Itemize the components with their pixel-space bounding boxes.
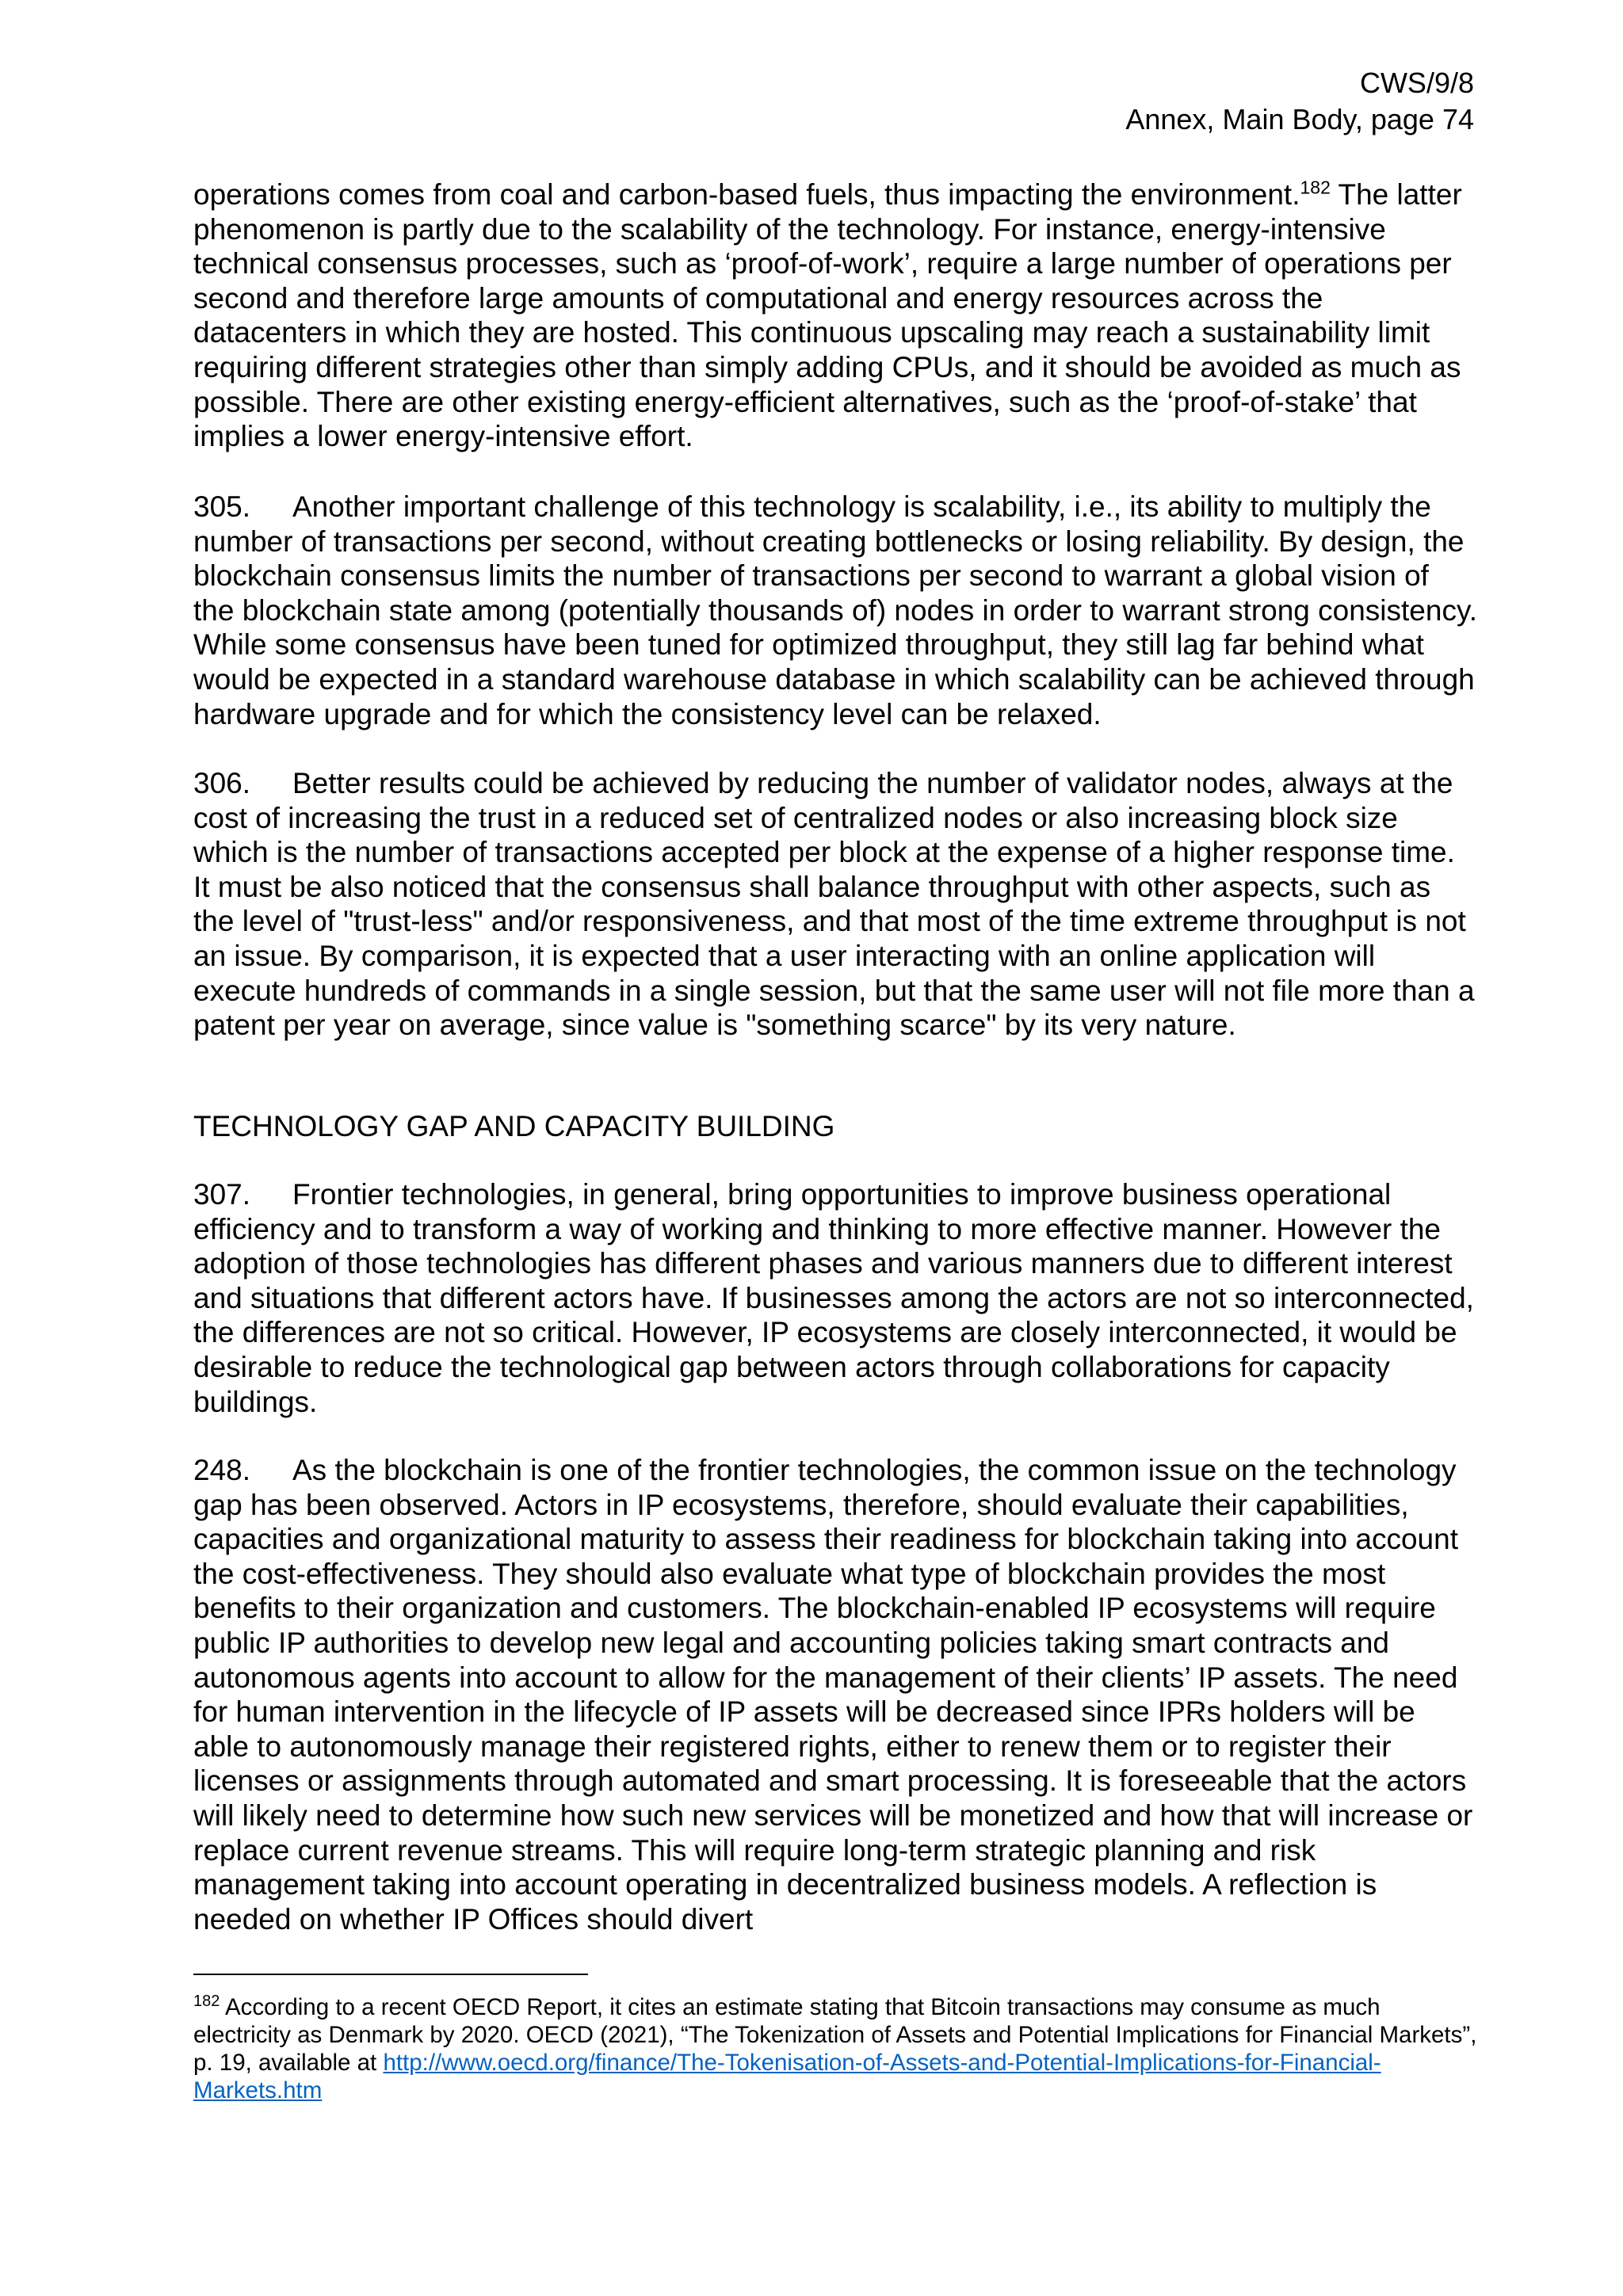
- footnote-separator: [193, 1974, 588, 1975]
- paragraph-text: The latter phenomenon is partly due to the scalability of the technology. For instance, energy-intensive technical consensus processes, such as ‘proof-of-work’, require a large number of operations per second and therefore large amounts of computational and energy resources across the datacenters in which they are hosted. This continuous upscaling may reach a sustainability limit requiring different strategies other than simply adding CPUs, and it should be avoided as much as possible. There are other existing energy-efficient alternatives, such as the ‘proof-of-stake’ that implies a lower energy-intensive effort.: [193, 178, 1462, 453]
- page-reference: Annex, Main Body, page 74: [1125, 103, 1474, 135]
- paragraph-continuation: [193, 177, 1477, 454]
- paragraph-number: 305.: [193, 490, 251, 523]
- paragraph-text: Another important challenge of this technology is scalability, i.e., its ability to multiply the number of transactions per second, without creating bottlenecks or losing reliability. By design, the blockchain consensus limits the number of transactions per second to warrant a global vision of the blockchain state among (potentially thousands of) nodes in order to warrant strong consistency. While some consensus have been tuned for optimized throughput, they still lag far behind what would be expected in a standard warehouse database in which scalability can be achieved through hardware upgrade and for which the consistency level can be relaxed.: [193, 490, 1477, 730]
- paragraph-307: [193, 1177, 1477, 1419]
- paragraph-305: [193, 490, 1477, 731]
- paragraph-number: 248.: [193, 1454, 251, 1486]
- paragraph-number: 307.: [193, 1178, 251, 1211]
- paragraph-text: As the blockchain is one of the frontier technologies, the common issue on the technology gap has been observed. Actors in IP ecosystems, therefore, should evaluate their capabilities, capacities and organizational maturity to assess their readiness for blockchain taking into account the cost-effectiveness. They should also evaluate what type of blockchain provides the most benefits to their organization and customers. The blockchain-enabled IP ecosystems will require public IP authorities to develop new legal and accounting policies taking smart contracts and autonomous agents into account to allow for the management of their clients’ IP assets. The need for human intervention in the lifecycle of IP assets will be decreased since IPRs holders will be able to autonomously manage their registered rights, either to renew them or to register their licenses or assignments through automated and smart processing. It is foreseeable that the actors will likely need to determine how such new services will be monetized and how that will increase or replace current revenue streams. This will require long-term strategic planning and risk management taking into account operating in decentralized business models. A reflection is needed on whether IP Offices should divert: [193, 1454, 1473, 1936]
- paragraph-number: 306.: [193, 767, 251, 799]
- section-heading: TECHNOLOGY GAP AND CAPACITY BUILDING: [193, 1110, 835, 1142]
- footnote-reference[interactable]: 182: [1300, 177, 1331, 198]
- paragraph-text: Better results could be achieved by reducing the number of validator nodes, always at the cost of increasing the trust in a reduced set of centralized nodes or also increasing block size which is the number of transactions accepted per block at the expense of a higher response time. It must be also noticed that the consensus shall balance throughput with other aspects, such as the level of "trust-less" and/or responsiveness, and that most of the time extreme throughput is not an issue. By comparison, it is expected that a user interacting with an online application will execute hundreds of commands in a single session, but that the same user will not file more than a patent per year on average, since value is "something scarce" by its very nature.: [193, 767, 1475, 1042]
- document-code: CWS/9/8: [1359, 67, 1474, 99]
- footnote-text: According to a recent OECD Report, it cites an estimate stating that Bitcoin transactions may consume as much electricity as Denmark by 2020. OECD (2021), “The Tokenization of Assets and Potential Implications for Financial Markets”, p. 19, available at: [193, 1994, 1477, 2076]
- page-header: [1125, 65, 1474, 138]
- paragraph-text: operations comes from coal and carbon-based fuels, thus impacting the environment.: [193, 178, 1300, 211]
- paragraph-text: Frontier technologies, in general, bring opportunities to improve business operational efficiency and to transform a way of working and thinking to more effective manner. However the adoption of those technologies has different phases and various manners due to different interest and situations that different actors have. If businesses among the actors are not so interconnected, the differences are not so critical. However, IP ecosystems are closely interconnected, it would be desirable to reduce the technological gap between actors through collaborations for capacity buildings.: [193, 1178, 1474, 1418]
- footnote-number: 182: [193, 1993, 220, 2011]
- paragraph-306: [193, 766, 1477, 1043]
- footnote-link[interactable]: http://www.oecd.org/finance/The-Tokenisation-of-Assets-and-Potential-Implications-for-Financial-Markets.htm: [193, 2050, 1381, 2103]
- paragraph-248: [193, 1453, 1477, 1936]
- footnote-182: [193, 1993, 1477, 2104]
